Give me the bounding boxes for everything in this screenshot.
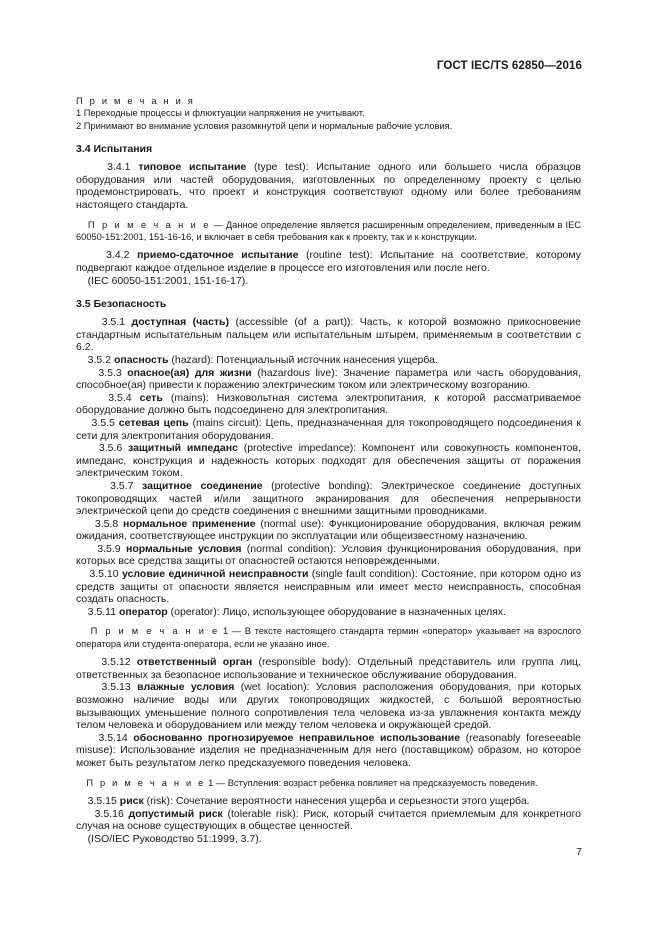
notes-label: П р и м е ч а н и я: [76, 96, 196, 106]
clause-number: 3.5.7: [110, 479, 134, 492]
clause-text: (reasonably foreseeable misuse): Использование изделия не предназначенным для него (поставщиком) образом, но которое может быть результатом легко предсказуемого поведения человека.: [76, 731, 582, 769]
clause-3-5-7: [76, 480, 581, 518]
clause-number: 3.5.9: [97, 542, 121, 555]
note-label: П р и м е ч а н и е: [90, 626, 220, 637]
reference-3-4-2: [76, 275, 581, 288]
clause-number: 3.5.14: [98, 731, 128, 744]
clause-text: (risk): Сочетание вероятности нанесения ущерба и серьезности этого ущерба.: [143, 795, 530, 807]
note-item: 2 Принимают во внимание условия разомкнутой цепи и нормальные рабочие условия.: [76, 120, 453, 131]
document-code: ГОСТ IEC/TS 62850—2016: [436, 60, 582, 72]
clause-number: 3.5.1: [101, 316, 126, 329]
clause-text: (normal use): Функционирование оборудования, включая режим ожидания, соответствующее инструкции по эксплуатации или общеизвестному назначению.: [76, 517, 581, 543]
term: приемо-сдаточное испытание: [137, 249, 299, 262]
note-3-4: [76, 219, 581, 244]
clause-3-5-16: [76, 808, 581, 833]
clause-3-5-6: [76, 442, 581, 480]
clause-3-5-8: [76, 518, 581, 543]
clause-3-4-1: [76, 161, 581, 211]
note-text: 1 — Вступления: возраст ребенка повлияет на предсказуемость поведения.: [205, 777, 538, 788]
clause-text: (type test): Испытание одного или большего числа образцов оборудования или частей оборудования, изготовленных по определенному проекту с целью продемонстрировать, что проект и конструкция соответствуют одному или более требованиям настоящего стандарта.: [76, 161, 581, 211]
term: сеть: [139, 391, 163, 404]
clause-text: (normal condition): Условия функционирования оборудования, при которых все средства защиты от опасностей остаются неповрежденными.: [76, 542, 581, 568]
note-text: 1 — В тексте настоящего стандарта термин «оператор» указывает на взрослого оператора или студента-оператора, если не указано иное.: [76, 626, 581, 649]
section-title-3-5: 3.5 Безопасность: [76, 298, 167, 311]
clause-number: 3.5.16: [94, 807, 124, 820]
term: ответственный орган: [136, 656, 253, 669]
clause-number: 3.5.12: [101, 656, 131, 669]
clause-text: (wet location): Условия расположения оборудования, при которых возможно наличие воды или других токопроводящих жидкостей, с большой вероятностью вызывающих уменьшение полного сопротивления тела человека из-за увлажнения контакта между телом человека и оборудованием или между телом человека и окружающей средой.: [76, 681, 581, 732]
clause-3-5-10: [76, 568, 581, 606]
reference-3-5-16: [76, 833, 581, 846]
clause-3-4-2: [76, 249, 581, 274]
clause-text: (protective impedance): Компонент или совокупность компонентов, импеданс, конструкция и надежность которых подходят для обеспечения защиты от поражения электрическим током.: [76, 442, 582, 480]
clause-number: 3.5.3: [98, 366, 122, 379]
clause-3-5-12: [76, 656, 581, 681]
clause-3-5-5: [76, 417, 581, 442]
clause-text: (accessible (of a part)): Часть, к которой возможно прикосновение стандартным испытательным пальцем или испытательным штырем, применяемым в соответствии с 6.2.: [76, 316, 582, 354]
term: нормальное применение: [123, 517, 256, 530]
clause-3-5-9: [76, 543, 581, 568]
clause-number: 3.5.2: [87, 353, 112, 366]
clause-3-5-3: [76, 367, 581, 392]
term: защитный импеданс: [128, 442, 238, 455]
reference-text: (ISO/IEC Руководство 51:1999, 3.7).: [87, 832, 262, 845]
clause-number: 3.4.2: [106, 249, 130, 262]
clause-text: (single fault condition): Состояние, при котором одно из средств защиты от опасности является неисправным или имеет место неисправность, способная создать опасность.: [76, 568, 582, 606]
term: оператор: [119, 605, 168, 618]
term: опасное(ая) для жизни: [127, 366, 252, 379]
term: риск: [119, 795, 144, 807]
notes-block: [76, 95, 581, 132]
clause-3-5-15: [76, 795, 581, 808]
term: типовое испытание: [138, 161, 247, 174]
clause-text: (hazardous live): Значение параметра или часть оборудования, способное(ая) привести к поражению электрическим током или электрическому возгоранию.: [76, 366, 582, 392]
clause-3-5-4: [76, 392, 581, 417]
term: нормальные условия: [125, 542, 242, 555]
clause-3-5-14: [76, 732, 581, 770]
note-item: 1 Переходные процессы и флюктуации напряжения не учитывают.: [76, 108, 365, 119]
note-label: П р и м е ч а н и е: [86, 777, 206, 788]
clause-text: (mains circuit): Цепь, предназначенная для токопроводящего подсоединения к сети для электропитания оборудования.: [76, 416, 582, 442]
clause-text: (operator): Лицо, использующее оборудование в назначенных целях.: [167, 605, 507, 618]
clause-text: (hazard): Потенциальный источник нанесения ущерба.: [168, 353, 438, 366]
section-title-3-4: 3.4 Испытания: [76, 143, 153, 156]
clause-number: 3.5.8: [94, 517, 119, 530]
note-text: — Данное определение является расширенным определением, приведенным в IEC 60050-151:2001, 151-16-16, и включает в себя требования как к проекту, так и к конструкции.: [76, 219, 581, 242]
reference-text: (IEC 60050-151:2001, 151-16-17).: [87, 274, 249, 287]
clause-3-5-2: [76, 354, 581, 367]
clause-text: (protective bonding): Электрическое соединение доступных токопроводящих частей и/или защитного экранирования для обеспечения непрерывности электрической цепи до средств соединения с внешними защитными проводниками.: [76, 479, 582, 518]
note-label: П р и м е ч а н и е: [87, 219, 211, 230]
term: влажные условия: [137, 681, 235, 694]
term: допустимый риск: [128, 807, 223, 820]
page-content: [76, 95, 581, 845]
clause-3-5-13: [76, 681, 581, 731]
page-number: 7: [576, 846, 582, 858]
term: защитное соединение: [142, 479, 263, 492]
clause-number: 3.5.15: [87, 795, 117, 807]
clause-3-5-11: [76, 606, 581, 619]
note-3-5-14: [76, 777, 581, 789]
clause-text: (mains): Низковольтная система электропитания, к которой рассматриваемое оборудование должно быть подсоединено для электропитания.: [76, 391, 582, 417]
clause-number: 3.5.10: [89, 568, 119, 581]
clause-number: 3.5.4: [108, 391, 132, 404]
clause-text: (routine test): Испытание на соответствие, которому подвергают каждое отдельное изделие в процессе его изготовления или после него.: [76, 249, 581, 274]
clause-number: 3.5.11: [87, 605, 117, 618]
note-3-5-11: [76, 625, 581, 650]
clause-number: 3.5.13: [101, 681, 131, 694]
clause-number: 3.4.1: [107, 161, 131, 174]
clause-3-5-1: [76, 316, 581, 354]
clause-text: (responsible body): Отдельный представитель или группа лиц, ответственных за безопасное использование и техническое обслуживание оборудования.: [76, 656, 581, 681]
term: опасность: [113, 353, 169, 366]
clause-number: 3.5.5: [91, 416, 115, 429]
clause-number: 3.5.6: [98, 442, 123, 455]
term: сетевая цепь: [118, 416, 189, 429]
clause-text: (tolerable risk): Риск, который считается приемлемым для конкретного случая на основе существующих в обществе ценностей.: [76, 807, 582, 833]
term: обоснованно прогнозируемое неправильное использование: [133, 731, 461, 744]
term: условие единичной неисправности: [121, 568, 309, 581]
term: доступная (часть): [131, 316, 230, 329]
